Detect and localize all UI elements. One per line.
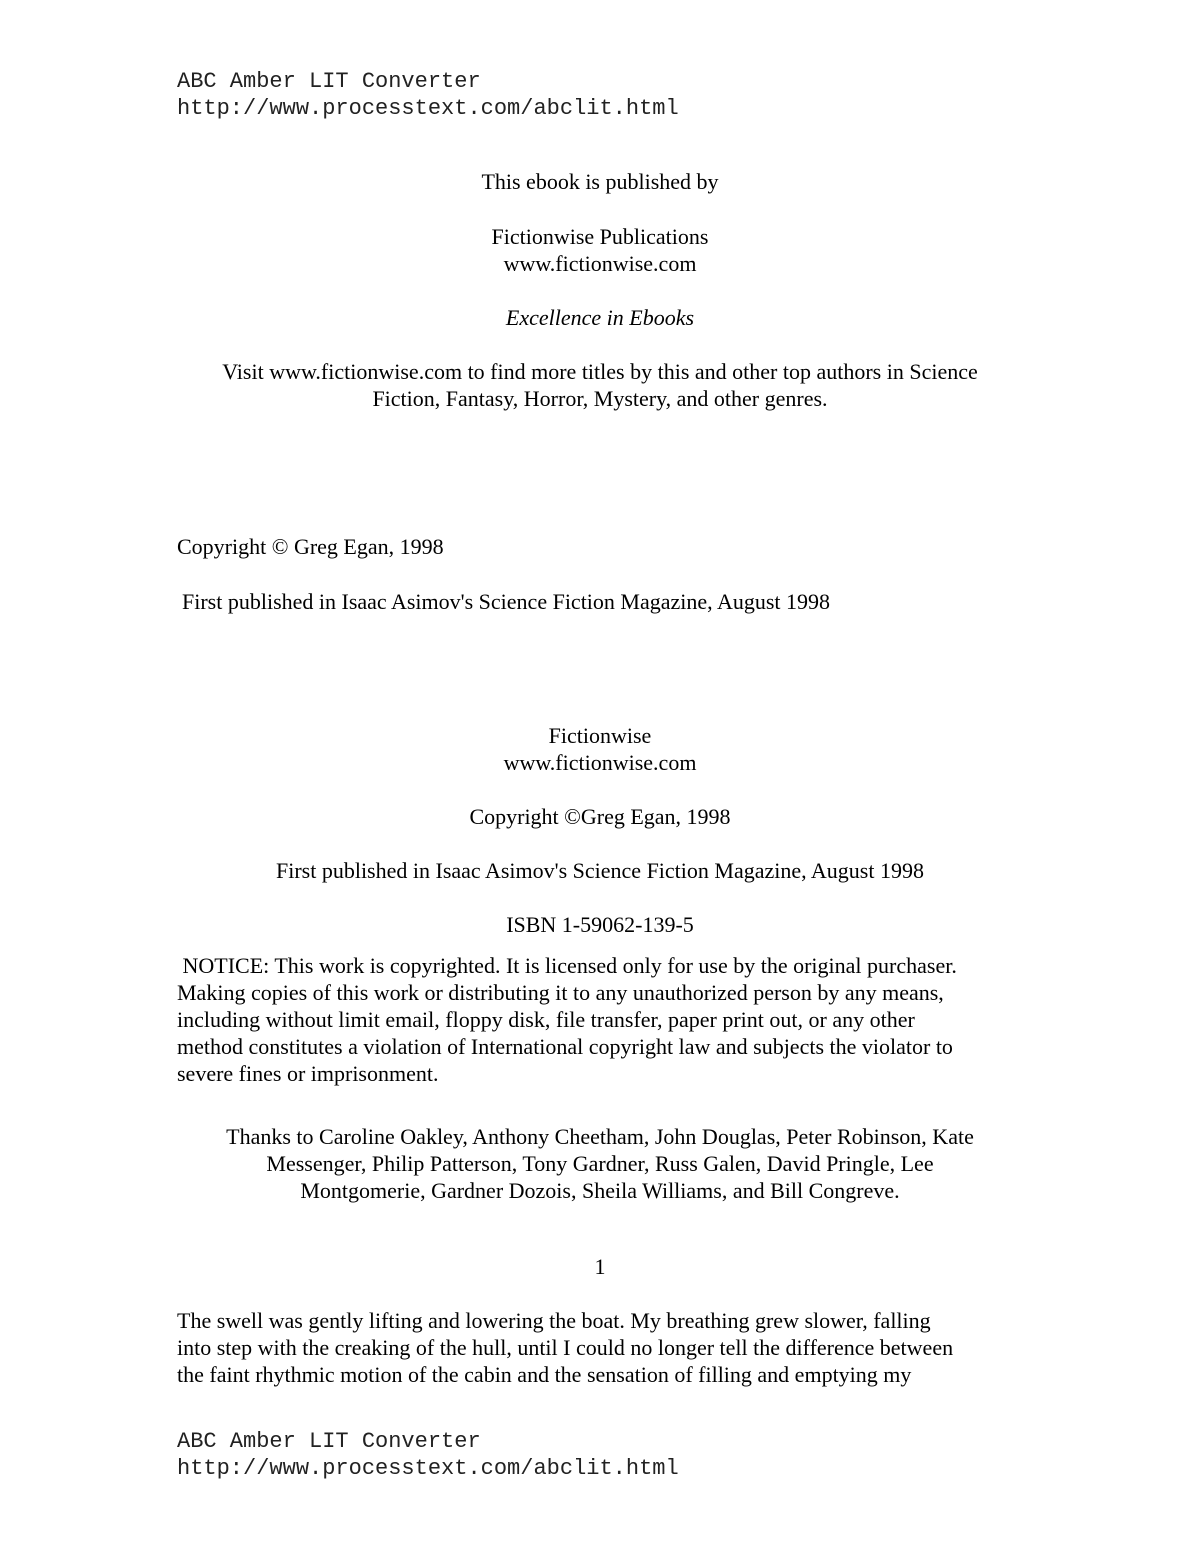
imprint-first-published: First published in Isaac Asimov's Science Fiction Magazine, August 1998: [275, 858, 924, 883]
isbn: ISBN 1-59062-139-5: [506, 912, 694, 937]
publisher-name: Fictionwise Publications: [491, 224, 709, 249]
imprint-block: [0, 722, 1200, 776]
first-published-line: First published in Isaac Asimov's Science Fiction Magazine, August 1998: [182, 589, 831, 614]
visit-paragraph: [0, 358, 1200, 412]
converter-header: [177, 68, 679, 122]
notice-line: method constitutes a violation of International copyright law and subjects the violator to: [177, 1034, 953, 1059]
thanks-paragraph: [0, 1123, 1200, 1204]
chapter-number: 1: [594, 1254, 606, 1279]
header-url: http://www.processtext.com/abclit.html: [177, 96, 679, 121]
header-title: ABC Amber LIT Converter: [177, 69, 481, 94]
visit-line: Visit www.fictionwise.com to find more titles by this and other top authors in Science: [222, 359, 978, 384]
copyright-line: Copyright © Greg Egan, 1998: [177, 534, 444, 559]
chapter-line: into step with the creaking of the hull, until I could no longer tell the difference between: [177, 1335, 954, 1360]
footer-url: http://www.processtext.com/abclit.html: [177, 1456, 679, 1481]
publisher-tagline: Excellence in Ebooks: [505, 305, 695, 330]
thanks-line: Messenger, Philip Patterson, Tony Gardner, Russ Galen, David Pringle, Lee: [266, 1151, 934, 1176]
converter-footer: [177, 1428, 679, 1482]
notice-line: including without limit email, floppy disk, file transfer, paper print out, or any other: [177, 1007, 915, 1032]
notice-paragraph: [177, 952, 957, 1087]
chapter-line: The swell was gently lifting and lowering the boat. My breathing grew slower, falling: [177, 1308, 931, 1333]
visit-line: Fiction, Fantasy, Horror, Mystery, and other genres.: [372, 386, 828, 411]
imprint-copyright: Copyright ©Greg Egan, 1998: [469, 804, 731, 829]
notice-line: NOTICE: This work is copyrighted. It is licensed only for use by the original purchaser.: [177, 953, 957, 978]
notice-line: severe fines or imprisonment.: [177, 1061, 439, 1086]
thanks-line: Montgomerie, Gardner Dozois, Sheila Williams, and Bill Congreve.: [300, 1178, 900, 1203]
imprint-name: Fictionwise: [548, 723, 652, 748]
footer-title: ABC Amber LIT Converter: [177, 1429, 481, 1454]
chapter-paragraph: [177, 1307, 953, 1388]
publisher-block: [0, 223, 1200, 277]
notice-line: Making copies of this work or distributing it to any unauthorized person by any means,: [177, 980, 944, 1005]
publisher-intro: This ebook is published by: [481, 169, 719, 194]
thanks-line: Thanks to Caroline Oakley, Anthony Cheetham, John Douglas, Peter Robinson, Kate: [226, 1124, 974, 1149]
chapter-line: the faint rhythmic motion of the cabin and the sensation of filling and emptying my: [177, 1362, 912, 1387]
imprint-url: www.fictionwise.com: [503, 750, 697, 775]
publisher-url: www.fictionwise.com: [503, 251, 697, 276]
